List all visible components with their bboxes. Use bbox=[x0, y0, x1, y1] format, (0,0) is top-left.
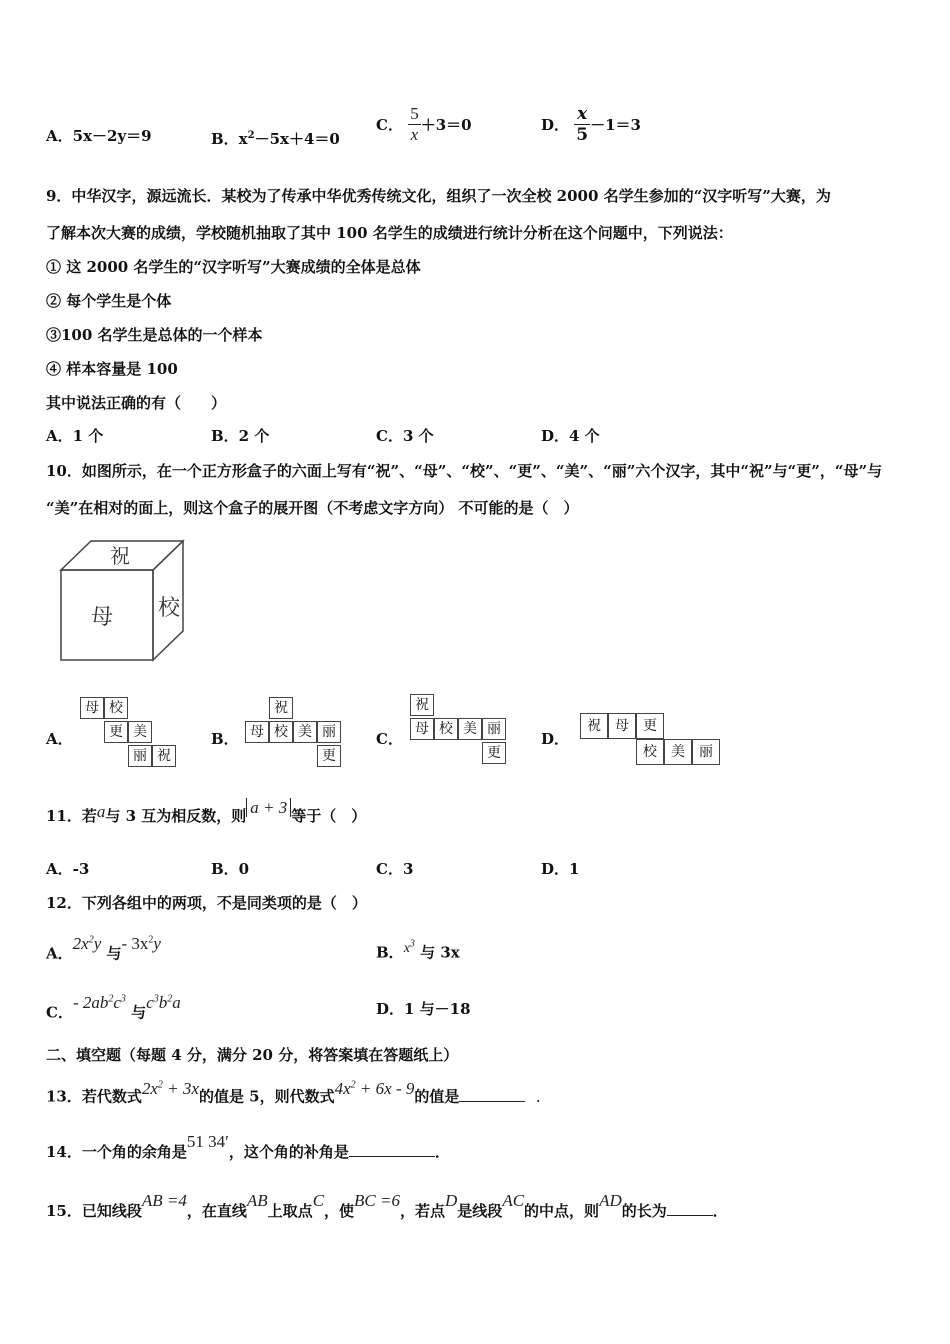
q10-line1: 10．如图所示，在一个正方形盒子的六面上写有“祝”、“母”、“校”、“更”、“美”、“丽”六个汉字，其中“祝”与“更”，“母”与 bbox=[46, 462, 883, 480]
absolute-value: a + 3 bbox=[246, 798, 291, 817]
net-cell: 更 bbox=[104, 721, 128, 743]
q9-statement-3: ③100 名学生是总体的一个样本 bbox=[46, 326, 263, 344]
section-heading: 二、填空题（每题 4 分，满分 20 分，将答案填在答题纸上） bbox=[46, 1046, 459, 1064]
net-cell: 丽 bbox=[482, 718, 506, 740]
q10-option-a: A． bbox=[46, 730, 73, 748]
net-b bbox=[245, 697, 355, 772]
q8-option-c: C． $\frac{5}{x}$ ＋3＝0 bbox=[376, 104, 472, 144]
net-cell: 祝 bbox=[410, 694, 434, 716]
net-c bbox=[410, 694, 520, 769]
net-cell: 美 bbox=[664, 739, 692, 765]
cube-figure bbox=[58, 538, 188, 664]
net-cell: 丽 bbox=[692, 739, 720, 765]
cube-top-label: 祝 bbox=[110, 544, 130, 568]
net-cell: 母 bbox=[608, 713, 636, 739]
q9-option-b: B．2 个 bbox=[211, 427, 270, 445]
q9-option-a: A．1 个 bbox=[46, 427, 104, 445]
net-cell: 校 bbox=[434, 718, 458, 740]
answer-blank[interactable] bbox=[667, 1215, 713, 1216]
q9-option-c: C．3 个 bbox=[376, 427, 434, 445]
net-a bbox=[80, 697, 190, 772]
net-cell: 美 bbox=[458, 718, 482, 740]
q10-line2: “美”在相对的面上，则这个盒子的展开图（不考虑文字方向） 不可能的是（ ） bbox=[46, 499, 579, 517]
net-cell: 祝 bbox=[269, 697, 293, 719]
q8-option-b: B．$x^2-5x+4=0$ bbox=[211, 130, 340, 148]
net-cell: 更 bbox=[482, 742, 506, 764]
q11-option-d: D．1 bbox=[541, 860, 580, 878]
q9-statement-1: ① 这 2000 名学生的“汉字听写”大赛成绩的全体是总体 bbox=[46, 258, 421, 276]
net-cell: 校 bbox=[104, 697, 128, 719]
net-cell: 更 bbox=[317, 745, 341, 767]
q15-stem: 15．已知线段AB =4，在直线AB上取点C，使BC =6，若点D是线段AC的中点，则AD的长为 ． bbox=[46, 1191, 728, 1220]
q8-option-a: A．5x－2y＝9 bbox=[46, 127, 152, 145]
q9-question: 其中说法正确的有（ ） bbox=[46, 394, 227, 412]
q12-option-a: A．$2x^2y$ 与- $3x^2y$ bbox=[46, 933, 161, 963]
q11-option-a: A．-3 bbox=[46, 860, 90, 878]
net-cell: 母 bbox=[245, 721, 269, 743]
net-cell: 校 bbox=[269, 721, 293, 743]
q12-option-d: D．1 与－18 bbox=[376, 1000, 471, 1018]
q12-option-b: B．$x^3$ 与 3x bbox=[376, 938, 460, 962]
q12-stem: 12．下列各组中的两项，不是同类项的是（ ） bbox=[46, 894, 367, 912]
net-cell: 美 bbox=[293, 721, 317, 743]
fraction: $\frac{5}{x}$ bbox=[410, 104, 419, 144]
net-cell: 祝 bbox=[580, 713, 608, 739]
net-cell: 美 bbox=[128, 721, 152, 743]
net-cell: 丽 bbox=[317, 721, 341, 743]
net-cell: 祝 bbox=[152, 745, 176, 767]
q9-statement-4: ④ 样本容量是 100 bbox=[46, 360, 178, 378]
net-cell: 更 bbox=[636, 713, 664, 739]
q8-option-d: D． $\frac{x}{5}$ －1＝3 bbox=[541, 104, 641, 145]
q11-option-c: C．3 bbox=[376, 860, 414, 878]
q13-stem: 13．若代数式$2x^2 + 3x$的值是 5，则代数式$4x^2 + 6x - 9$的值是 ． bbox=[46, 1078, 551, 1106]
q11-stem: 11．若a与 3 互为相反数，则 a + 3 等于（ ） bbox=[46, 798, 367, 825]
net-cell: 母 bbox=[80, 697, 104, 719]
net-d bbox=[580, 713, 720, 769]
q10-option-b: B． bbox=[211, 730, 239, 748]
q9-line2: 了解本次大赛的成绩，学校随机抽取了其中 100 名学生的成绩进行统计分析在这个问题中，下列说法： bbox=[46, 224, 733, 242]
q10-option-d: D． bbox=[541, 730, 570, 748]
cube-right-label: 校 bbox=[157, 596, 181, 621]
q9-statement-2: ② 每个学生是个体 bbox=[46, 292, 172, 310]
answer-blank[interactable] bbox=[459, 1101, 525, 1102]
q9-option-d: D．4 个 bbox=[541, 427, 600, 445]
q10-option-c: C． bbox=[376, 730, 403, 748]
q11-option-b: B．0 bbox=[211, 860, 250, 878]
net-cell: 母 bbox=[410, 718, 434, 740]
cube-front-label: 母 bbox=[90, 605, 114, 630]
q12-option-c: C．- $2ab^2c^3$ 与$c^3b^2a$ bbox=[46, 992, 181, 1022]
answer-blank[interactable] bbox=[349, 1156, 435, 1157]
q14-stem: 14．一个角的余角是51 34′，这个角的补角是 ． bbox=[46, 1132, 450, 1161]
fraction: $\frac{x}{5}$ bbox=[576, 104, 589, 145]
net-cell: 丽 bbox=[128, 745, 152, 767]
net-cell: 校 bbox=[636, 739, 664, 765]
q9-line1: 9．中华汉字，源远流长．某校为了传承中华优秀传统文化，组织了一次全校 2000 名学生参加的“汉字听写”大赛，为 bbox=[46, 187, 831, 205]
